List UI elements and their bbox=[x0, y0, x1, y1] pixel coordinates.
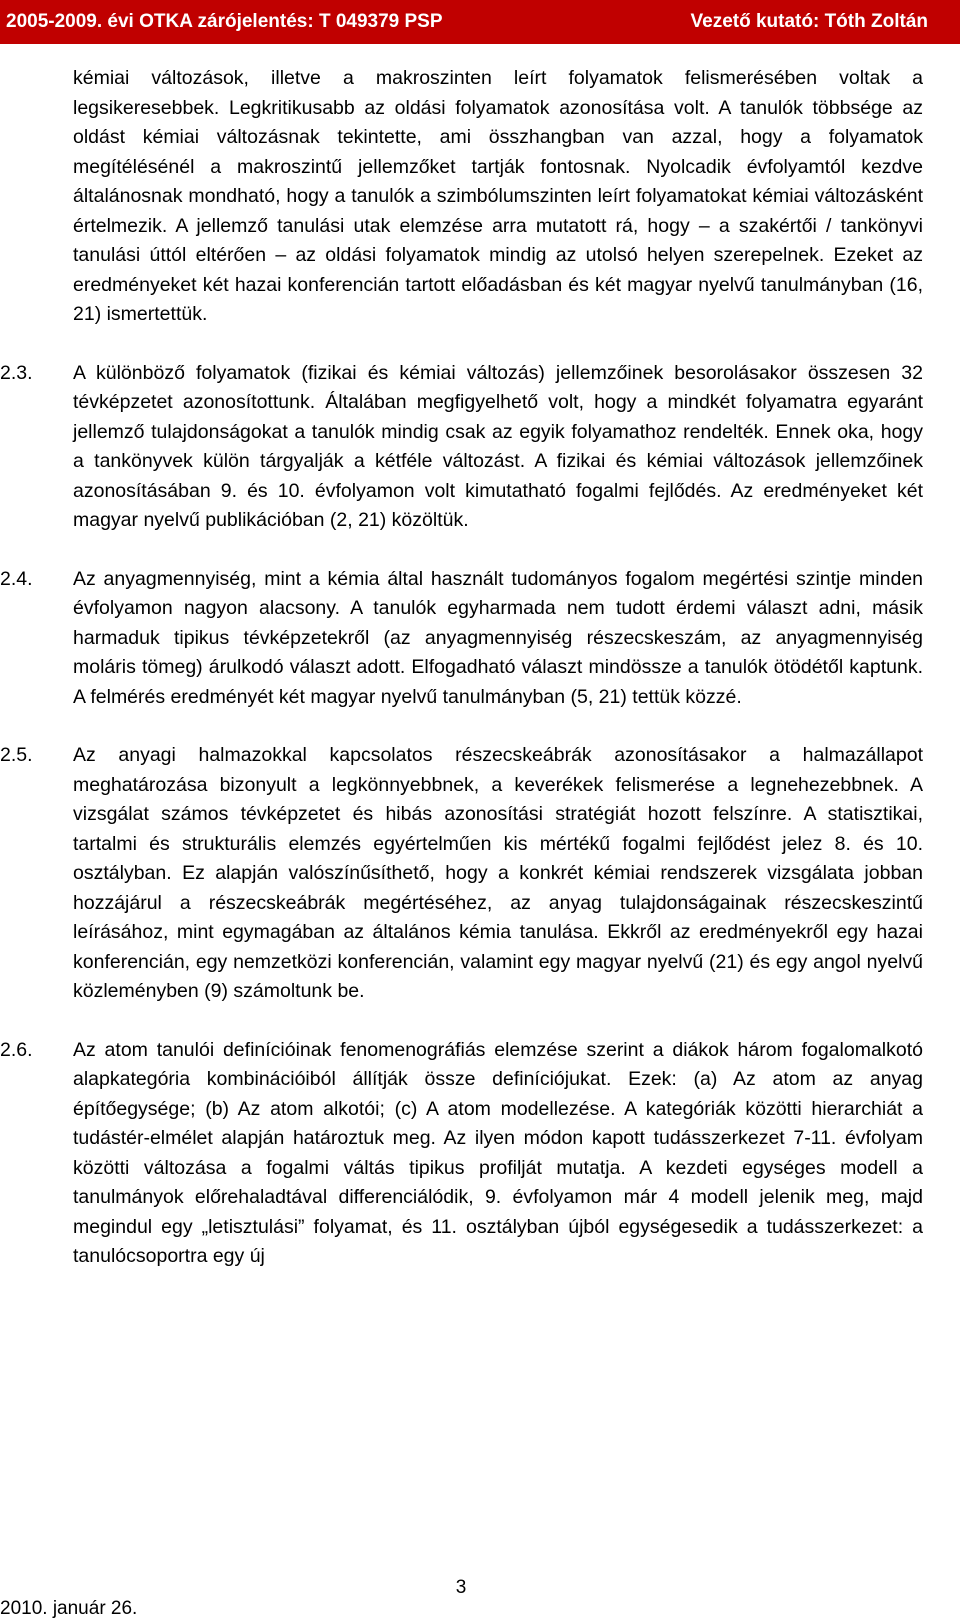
header-title: 2005-2009. évi OTKA zárójelentés: T 049379 PSP bbox=[6, 11, 443, 32]
section-2-4 bbox=[0, 565, 923, 713]
section-text: A különböző folyamatok (fizikai és kémiai változás) jellemzőinek besorolásakor összesen 32 tévképzetet azonosítottunk. Általában megfigyelhető volt, hogy a mindkét folyamatra egyaránt jellemző tulajdonságokat a tanulók mindig csak az egyik folyamathoz rendelték. Ennek oka, hogy a tankönyvek külön tárgyalják a kétféle változást. A fizikai és kémiai változások jellemzőinek azonosításában 9. és 10. évfolyamon volt kimutatható fogalmi fejlődés. Az eredményeket két magyar nyelvű publikációban (2, 21) közöltük. bbox=[73, 361, 923, 531]
intro-paragraph: kémiai változások, illetve a makroszinten leírt folyamatok felismerésében voltak a legsikeresebbek. Legkritikusabb az oldási folyamatok azonosítása volt. A tanulók többsége az oldást kémiai változásnak tekintette, ami összhangban van azzal, hogy a folyamatok megítélésénél a makroszintű jellemzőket tartják fontosnak. Nyolcadik évfolyamtól kezdve általánosnak mondható, hogy a tanulók a szimbólumszinten leírt folyamatokat kémiai változásként értelmezik. A jellemző tanulási utak elemzése arra mutatott rá, hogy – a szakértői / tankönyvi tanulási úttól eltérően – az oldási folyamatok mindig az utolsó helyen szerepelnek. Ezeket az eredményeket két hazai konferencián tartott előadásban és két magyar nyelvű tanulmányban (16, 21) ismertettük. bbox=[73, 67, 923, 325]
section-text: Az anyagmennyiség, mint a kémia által használt tudományos fogalom megértési szintje minden évfolyamon nagyon alacsony. A tanulók egyharmada nem tudott érdemi választ adni, másik harmaduk tipikus tévképzetekről (az anyagmennyiség részecskeszám, az anyagmennyiség moláris tömeg) árulkodó választ adott. Elfogadható választ mindössze a tanulók ötödétől kaptunk. A felmérés eredményét két magyar nyelvű tanulmányban (5, 21) tettük közzé. bbox=[73, 567, 923, 708]
section-2-3 bbox=[0, 359, 923, 536]
section-number: 2.6. bbox=[0, 1038, 33, 1061]
header-author: Vezető kutató: Tóth Zoltán bbox=[690, 11, 928, 32]
section-text: Az atom tanulói definícióinak fenomenográfiás elemzése szerint a diákok három fogalomalkotó alapkategória kombinációiból állítják össze definíciójukat. Ezek: (a) Az atom az anyag építőegysége; (b) Az atom alkotói; (c) A atom modellezése. A kategóriák közötti hierarchiát a tudástér-elmélet alapján határoztuk meg. Az ilyen módon kapott tudásszerkezet 7-11. évfolyam közötti változása a fogalmi váltás tipikus profilját mutatja. A kezdeti egységes modell a tanulmányok előrehaladtával differenciálódik, 9. évfolyamon már 4 modell jelenik meg, majd megindul egy „letisztulási” folyamat, és 11. osztályban újból egységesedik a tudásszerkezet: a tanulócsoportra egy új bbox=[73, 1038, 923, 1267]
page-number: 3 bbox=[455, 1577, 467, 1598]
section-text: Az anyagi halmazokkal kapcsolatos részecskeábrák azonosításakor a halmazállapot meghatározása bizonyult a legkönnyebbnek, a keverékek felismerése a legnehezebbnek. A vizsgálat számos tévképzetet és hibás azonosítási stratégiát hozott felszínre. A statisztikai, tartalmi és strukturális elemzés egyértelműen kis mértékű fogalmi fejlődést jelez 8. és 10. osztályban. Ez alapján valószínűsíthető, hogy a konkrét kémiai rendszerek vizsgálata jobban hozzájárul a részecskeábrák megértéséhez, az anyag tulajdonságainak részecskeszintű leírásához, mint egymagában az általános kémia tanulása. Ekkről az eredményekről egy hazai konferencián, egy nemzetközi konferencián, valamint egy magyar nyelvű (21) és egy angol nyelvű közleményben (9) számoltunk be. bbox=[73, 744, 923, 1002]
section-2-5 bbox=[0, 741, 923, 1007]
footer-date: 2010. január 26. bbox=[0, 1598, 138, 1619]
section-number: 2.4. bbox=[0, 567, 33, 590]
page-header bbox=[0, 0, 960, 44]
section-2-6 bbox=[0, 1036, 923, 1272]
section-number: 2.3. bbox=[0, 361, 33, 384]
document-body bbox=[0, 64, 923, 1272]
section-number: 2.5. bbox=[0, 744, 33, 766]
